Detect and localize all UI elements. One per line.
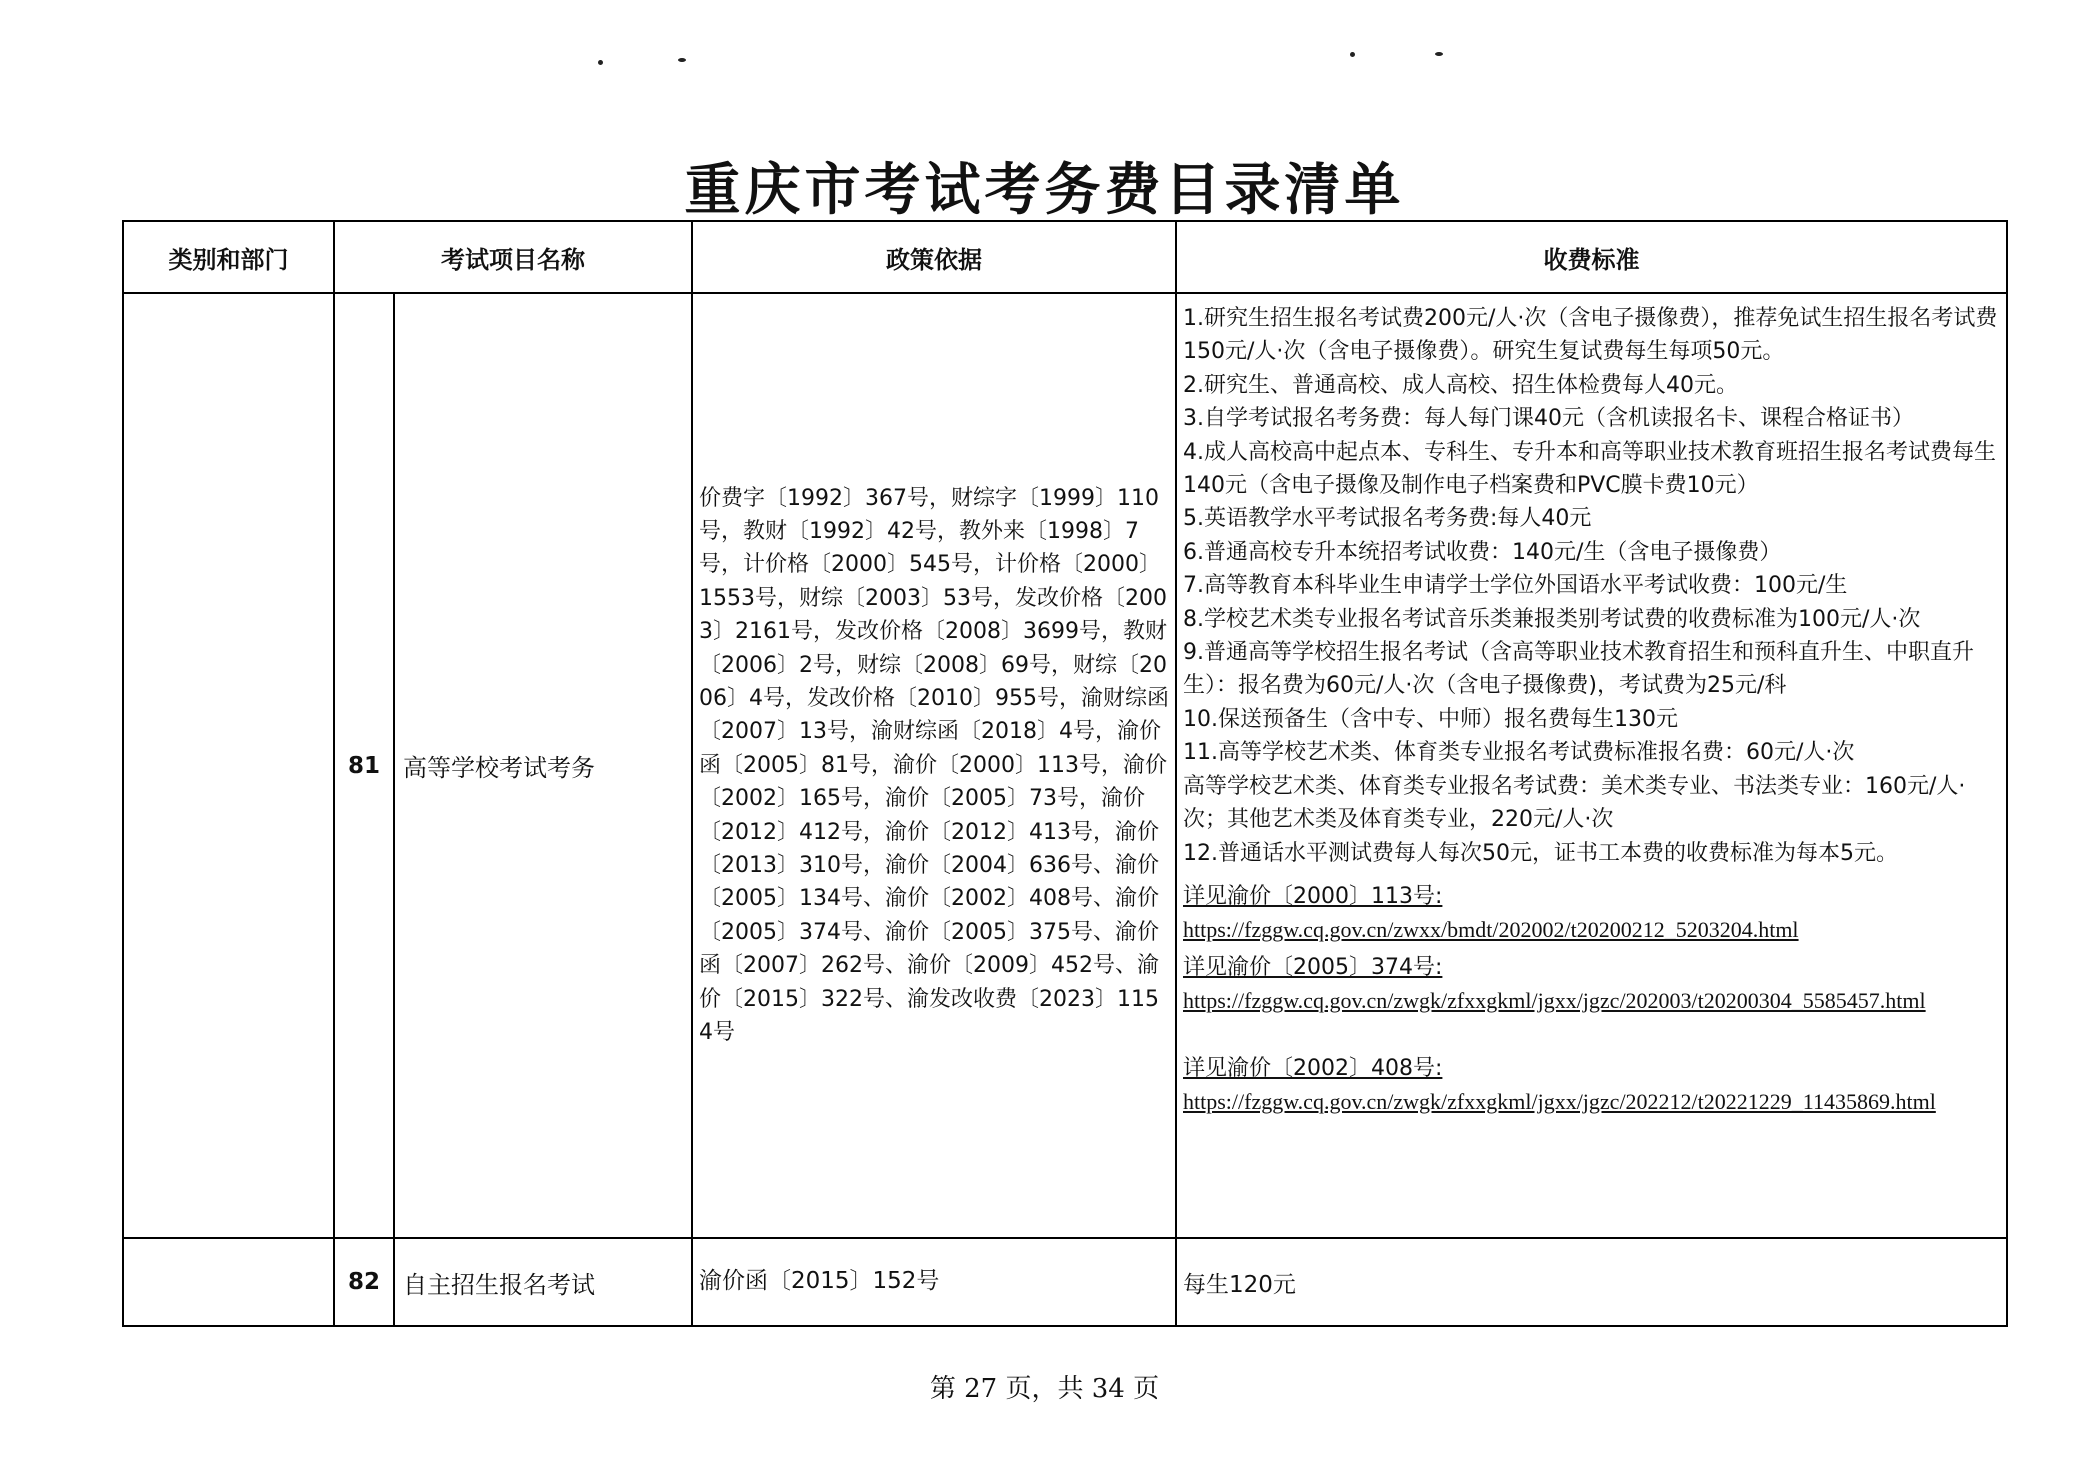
header-project: 考试项目名称 bbox=[334, 221, 692, 293]
page-title: 重庆市考试考务费目录清单 bbox=[684, 158, 1405, 223]
fee-line: 3.自学考试报名考务费：每人每门课40元（含机读报名卡、课程合格证书） bbox=[1183, 406, 1914, 432]
header-category: 类别和部门 bbox=[123, 221, 334, 293]
item-number: 81 bbox=[334, 293, 394, 1238]
fee-standard: 每生120元 bbox=[1176, 1238, 2007, 1326]
fee-line: 1.研究生招生报名考试费200元/人·次（含电子摄像费），推荐免试生招生报名考试费150元/人·次（含电子摄像费）。研究生复试费每生每项50元。 bbox=[1183, 306, 1998, 365]
item-number: 82 bbox=[334, 1238, 394, 1326]
fee-catalog-table bbox=[122, 220, 2008, 1327]
table-header-row bbox=[123, 221, 2007, 293]
fee-line: 8.学校艺术类专业报名考试音乐类兼报类别考试费的收费标准为100元/人·次 bbox=[1183, 606, 1921, 632]
fee-line: 4.成人高校高中起点本、专科生、专升本和高等职业技术教育班招生报名考试费每生140元（含电子摄像及制作电子档案费和PVC膜卡费10元） bbox=[1183, 439, 1996, 499]
scan-speck bbox=[598, 60, 603, 65]
fee-line: 7.高等教育本科毕业生申请学士学位外国语水平考试收费：100元/生 bbox=[1183, 573, 1848, 599]
policy-basis: 价费字〔1992〕367号，财综字〔1999〕110号，教财〔1992〕42号，教外来〔1998〕7号，计价格〔2000〕545号，计价格〔2000〕1553号，财综〔2003〕53号，发改价格〔2003〕2161号，发改价格〔2008〕3699号，教财〔2006〕2号，财综〔2008〕69号，财综〔2006〕4号，发改价格〔2010〕955号，渝财综函〔2007〕13号，渝财综函〔2018〕4号，渝价函〔2005〕81号，渝价〔2000〕113号，渝价〔2002〕165号，渝价〔2005〕73号，渝价〔2012〕412号，渝价〔2012〕413号，渝价〔2013〕310号，渝价〔2004〕636号、渝价〔2005〕134号、渝价〔2002〕408号、渝价〔2005〕374号、渝价〔2005〕375号、渝价函〔2007〕262号、渝价〔2009〕452号、渝价〔2015〕322号、渝发改收费〔2023〕1154号 bbox=[692, 293, 1176, 1238]
fee-line: 2.研究生、普通高校、成人高校、招生体检费每人40元。 bbox=[1183, 372, 1738, 398]
fee-line: 6.普通高校专升本统招考试收费：140元/生（含电子摄像费） bbox=[1183, 539, 1782, 565]
fee-line: 10.保送预备生（含中专、中师）报名费每生130元 bbox=[1183, 706, 1678, 732]
scan-speck bbox=[1435, 52, 1443, 56]
reference-block bbox=[1183, 951, 2000, 1018]
category-cell bbox=[123, 1238, 334, 1326]
category-cell bbox=[123, 293, 334, 1238]
reference-link[interactable]: https://fzggw.cq.gov.cn/zwgk/zfxxgkml/jgxx/jgzc/202212/t20221229_11435869.html bbox=[1183, 1088, 1936, 1114]
reference-block bbox=[1183, 1052, 2000, 1119]
fee-line: 9.普通高等学校招生报名考试（含高等职业技术教育招生和预科直升生、中职直升生）：报名费为60元/人·次（含电子摄像费)，考试费为25元/科 bbox=[1183, 640, 1974, 699]
fee-line: 11.高等学校艺术类、体育类专业报名考试费标准报名费：60元/人·次 bbox=[1183, 740, 1855, 766]
fee-line: 高等学校艺术类、体育类专业报名考试费：美术类专业、书法类专业：160元/人·次；其他艺术类及体育类专业，220元/人·次 bbox=[1183, 773, 1966, 833]
reference-link[interactable]: https://fzggw.cq.gov.cn/zwgk/zfxxgkml/jgxx/jgzc/202003/t20200304_5585457.html bbox=[1183, 988, 1926, 1014]
table-row bbox=[123, 1238, 2007, 1326]
scan-speck bbox=[678, 58, 686, 62]
scan-speck bbox=[1350, 52, 1355, 57]
reference-label: 详见渝价〔2000〕113号: bbox=[1183, 883, 1443, 909]
fee-line: 12.普通话水平测试费每人每次50元，证书工本费的收费标准为每本5元。 bbox=[1183, 840, 1898, 866]
page-footer: 第 27 页，共 34 页 bbox=[929, 1374, 1160, 1404]
policy-basis: 渝价函〔2015〕152号 bbox=[692, 1238, 1176, 1326]
project-name: 自主招生报名考试 bbox=[394, 1238, 692, 1326]
reference-link[interactable]: https://fzggw.cq.gov.cn/zwxx/bmdt/202002/t20200212_5203204.html bbox=[1183, 917, 1799, 943]
header-policy: 政策依据 bbox=[692, 221, 1176, 293]
header-fee: 收费标准 bbox=[1176, 221, 2007, 293]
reference-block bbox=[1183, 880, 2000, 947]
fee-standard bbox=[1176, 293, 2007, 1238]
table-row bbox=[123, 293, 2007, 1238]
project-name: 高等学校考试考务 bbox=[394, 293, 692, 1238]
fee-line: 5.英语教学水平考试报名考务费:每人40元 bbox=[1183, 506, 1592, 532]
reference-label: 详见渝价〔2002〕408号: bbox=[1183, 1055, 1443, 1081]
reference-label: 详见渝价〔2005〕374号: bbox=[1183, 954, 1443, 980]
